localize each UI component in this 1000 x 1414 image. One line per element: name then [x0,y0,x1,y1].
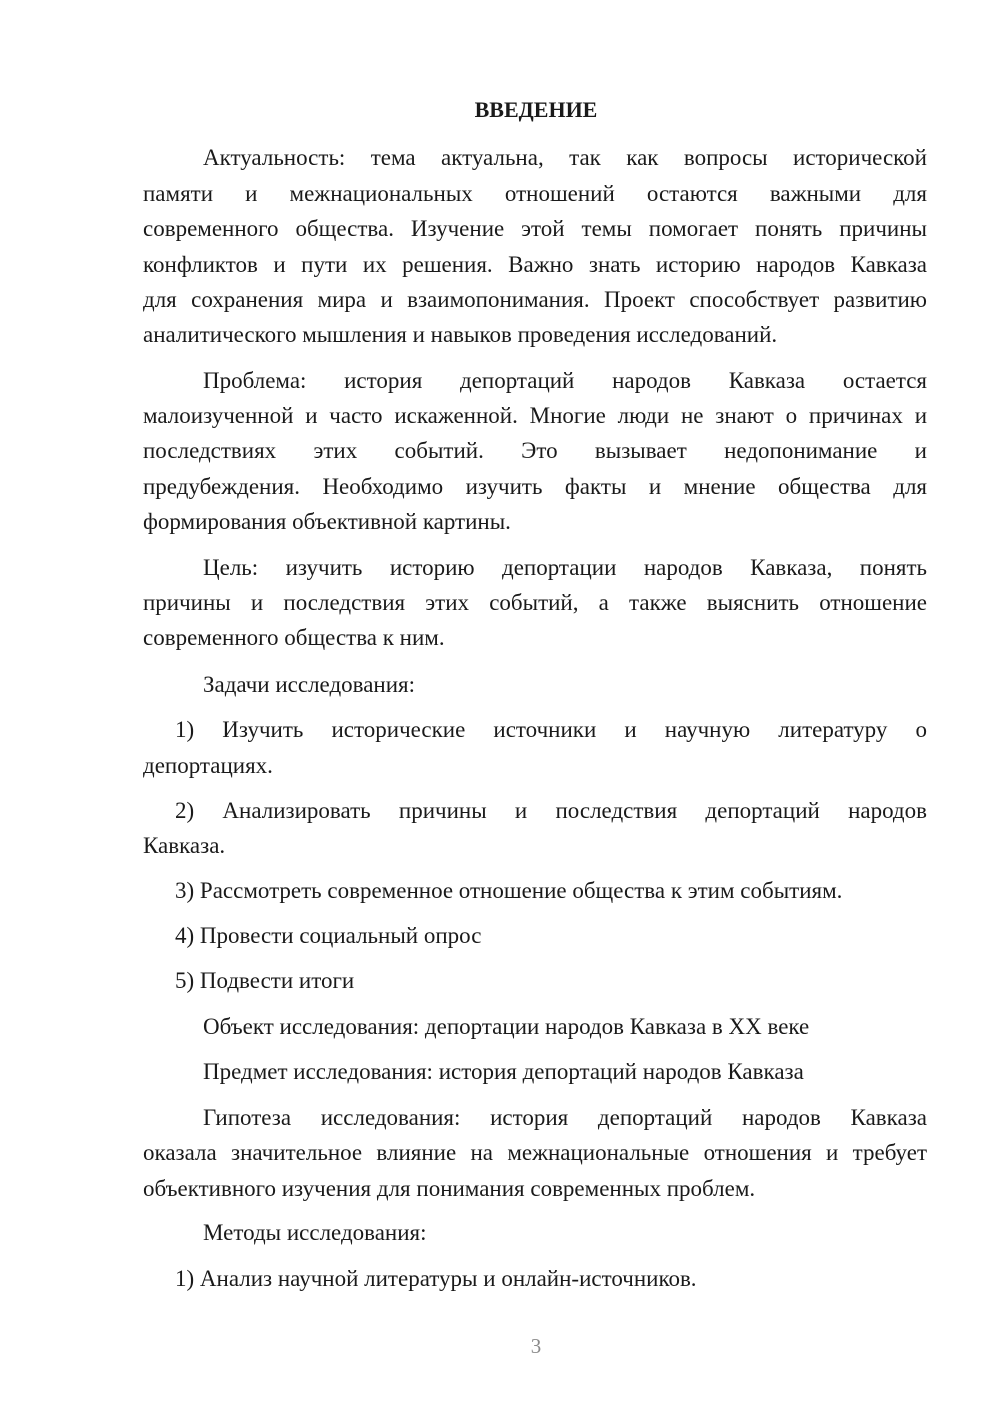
paragraph-line: формирования объективной картины. [143,509,511,534]
paragraph-line: предубеждения. Необходимо изучить факты и мнение общества для [143,474,927,499]
list-item: 1) Анализ научной литературы и онлайн-источников. [175,1266,697,1291]
list-item: 5) Подвести итоги [175,968,355,993]
page-title: ВВЕДЕНИЕ [474,97,598,122]
page-number: 3 [530,1334,542,1358]
list-item-continuation: депортациях. [143,753,273,778]
paragraph-line: аналитического мышления и навыков проведения исследований. [143,322,778,347]
paragraph-line: Проблема: история депортаций народов Кавказа остается [203,368,927,393]
paragraph-line: последствиях этих событий. Это вызывает недопонимание и [143,438,927,463]
paragraph-line: Актуальность: тема актуальна, так как вопросы исторической [203,145,927,170]
paragraph-line: Гипотеза исследования: история депортаций народов Кавказа [203,1105,927,1130]
paragraph-line: причины и последствия этих событий, а также выяснить отношение [143,590,927,615]
paragraph-line: объективного изучения для понимания современных проблем. [143,1176,756,1201]
paragraph-line: памяти и межнациональных отношений остаются важными для [143,181,927,206]
paragraph-line: Цель: изучить историю депортации народов Кавказа, понять [203,555,927,580]
list-item: 4) Провести социальный опрос [175,923,482,948]
research-object: Объект исследования: депортации народов Кавказа в XX веке [203,1014,810,1039]
paragraph-line: конфликтов и пути их решения. Важно знать историю народов Кавказа [143,252,927,277]
paragraph-line: современного общества. Изучение этой темы помогает понять причины [143,216,927,241]
list-item: 1) Изучить исторические источники и научную литературу о [175,717,927,742]
section-heading: Задачи исследования: [203,672,416,697]
research-subject: Предмет исследования: история депортаций народов Кавказа [203,1059,804,1084]
paragraph-line: малоизученной и часто искаженной. Многие люди не знают о причинах и [143,403,927,428]
list-item: 3) Рассмотреть современное отношение общества к этим событиям. [175,878,843,903]
list-item-continuation: Кавказа. [143,833,226,858]
section-heading: Методы исследования: [203,1220,427,1245]
paragraph-line: современного общества к ним. [143,625,445,650]
paragraph-line: оказала значительное влияние на межнациональные отношения и требует [143,1140,927,1165]
paragraph-line: для сохранения мира и взаимопонимания. Проект способствует развитию [143,287,927,312]
list-item: 2) Анализировать причины и последствия депортаций народов [175,798,927,823]
